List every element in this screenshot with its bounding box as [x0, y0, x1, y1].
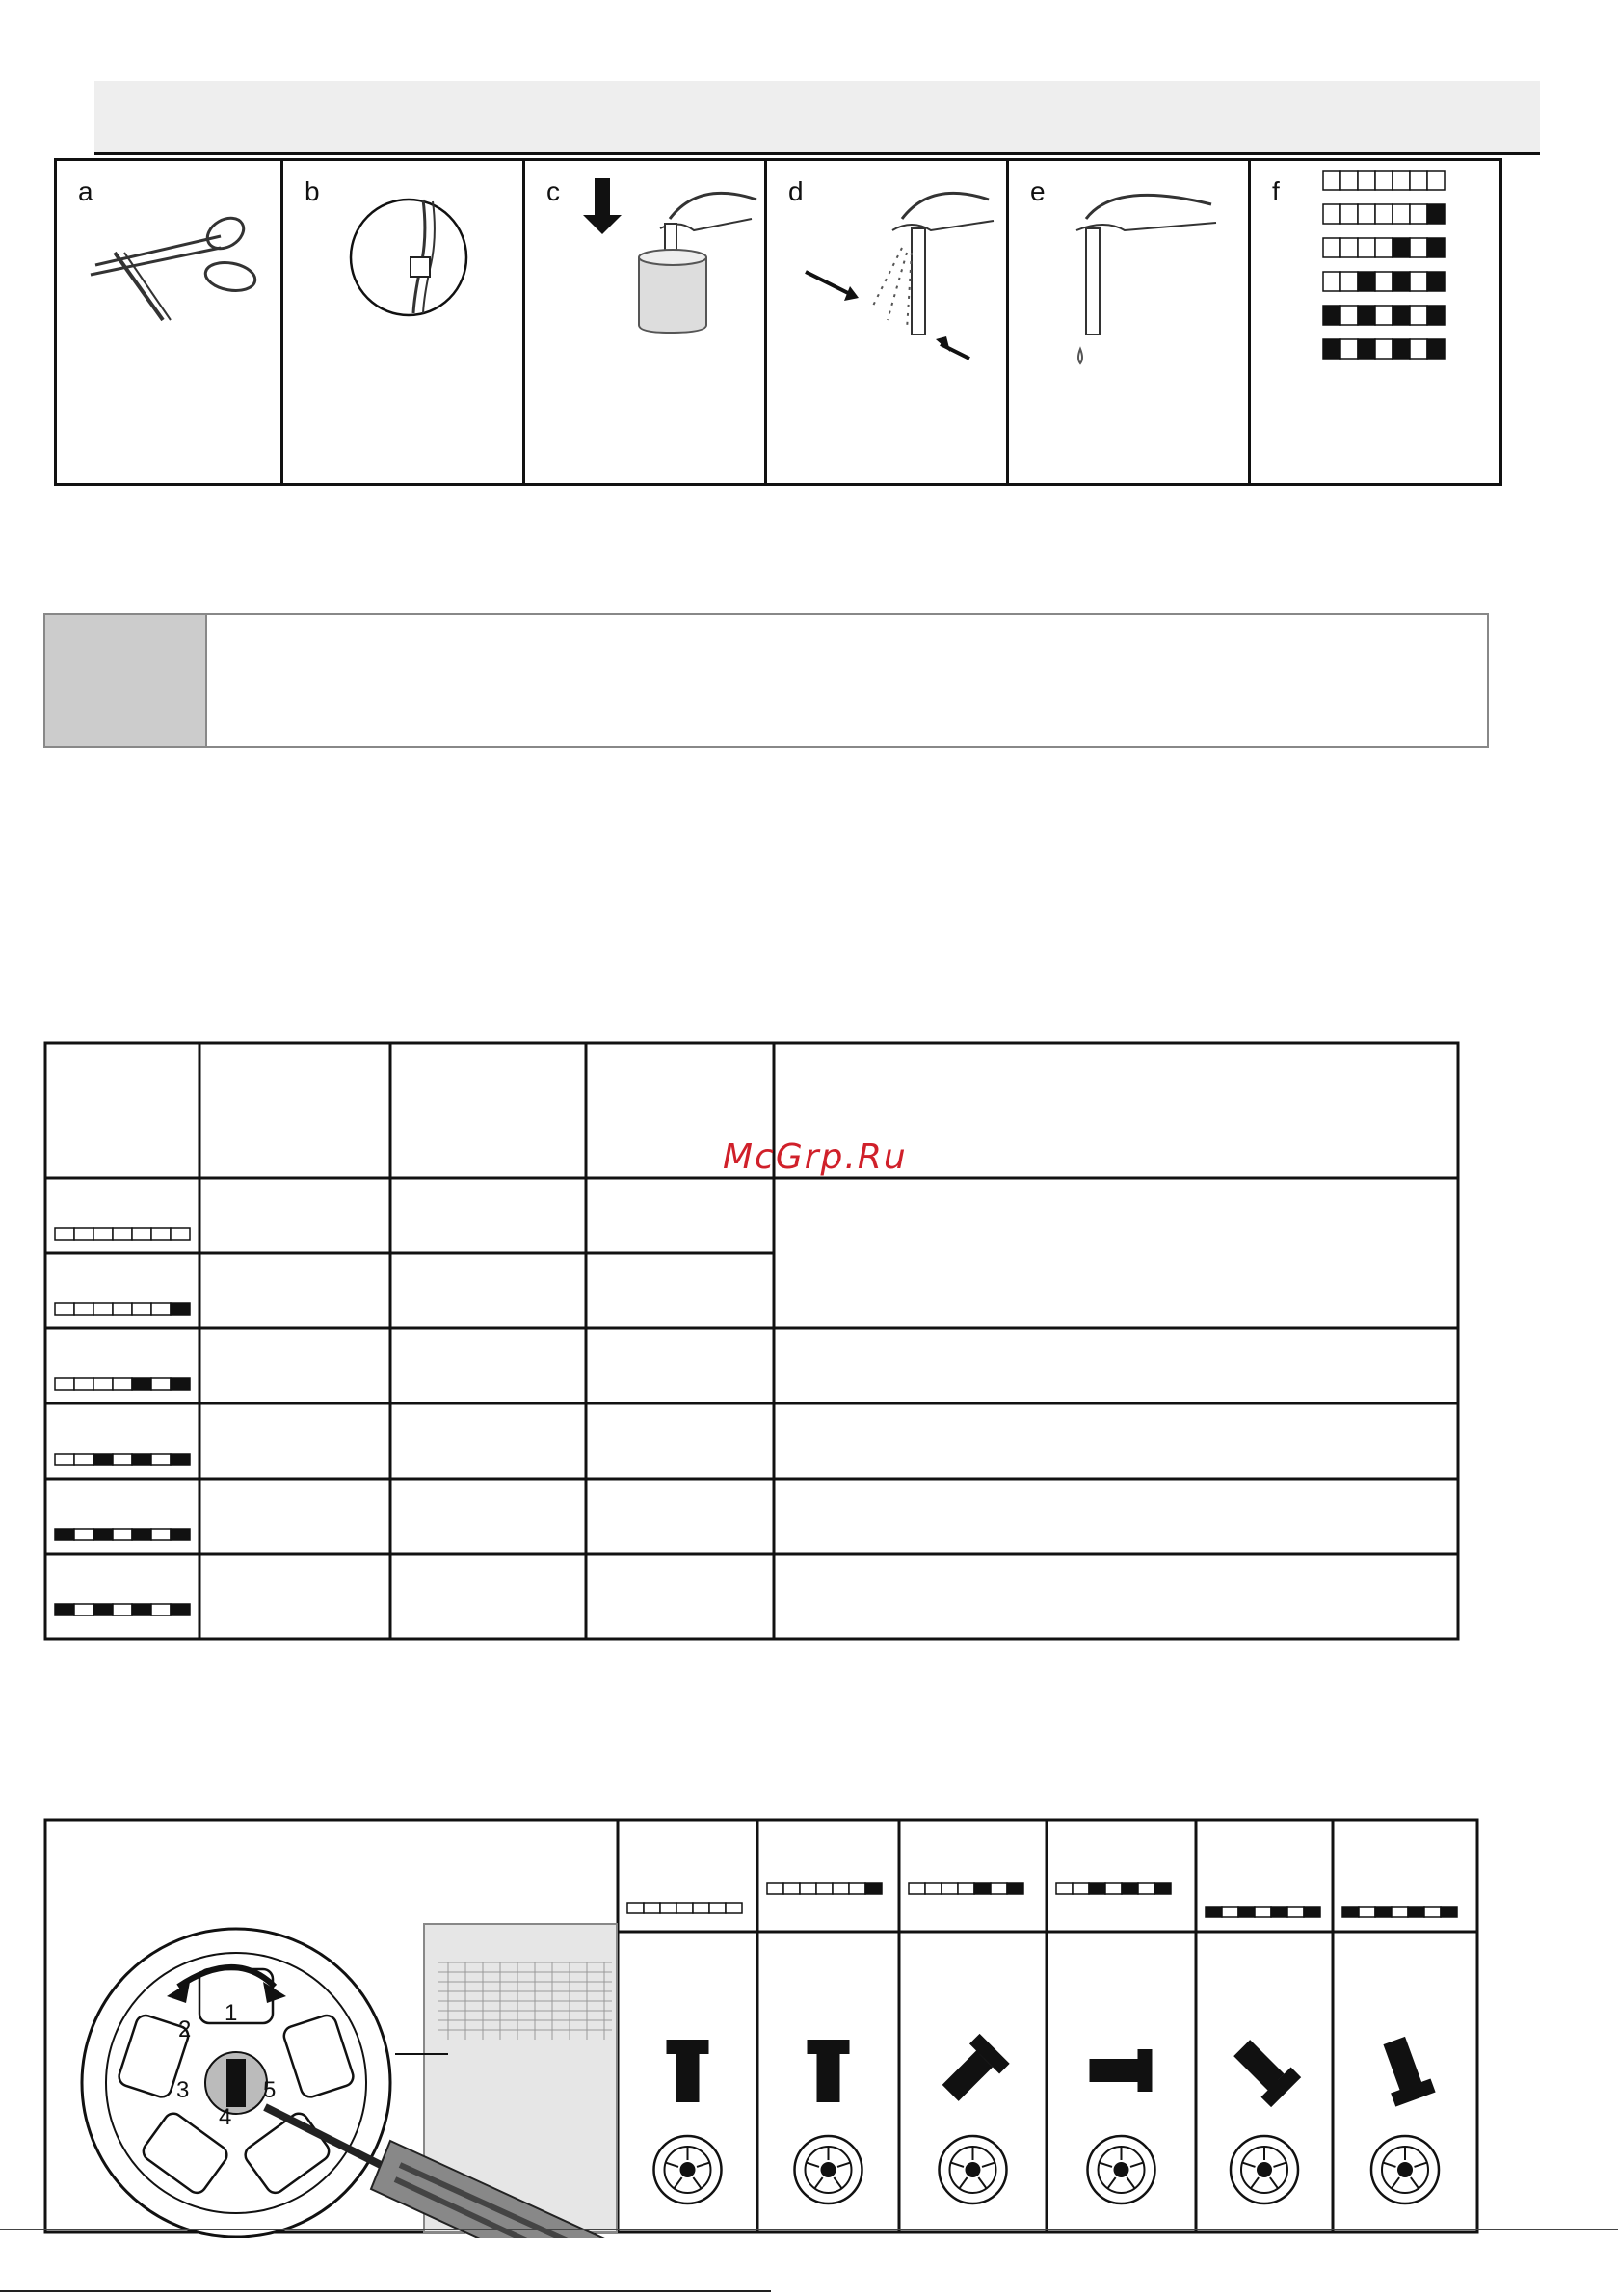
strip-in-circle-icon	[283, 161, 522, 483]
dial-col-strip-3	[1056, 1883, 1171, 1894]
hold-strip-icon	[1009, 161, 1248, 483]
strip-result-scale-icon	[1251, 161, 1499, 483]
panel-letter: a	[78, 176, 93, 206]
header-band	[94, 81, 1540, 152]
scale-strip-level-4	[1323, 306, 1445, 325]
panel-letter: c	[546, 176, 560, 206]
dishwasher-dial-illustration	[82, 1924, 622, 2238]
hardness-row-strip-0	[55, 1228, 190, 1240]
note-box-side	[45, 615, 207, 746]
dial-setting-icon-3	[1088, 2049, 1155, 2203]
dial-number-3: 3	[176, 2077, 190, 2103]
dial-col-strip-2	[909, 1883, 1023, 1894]
dial-settings-table	[43, 1818, 1479, 2238]
dial-number-1: 1	[225, 2000, 238, 2026]
scale-strip-level-3	[1323, 272, 1445, 291]
panel-d	[764, 158, 1009, 486]
shake-off-strip-icon	[767, 161, 1006, 483]
scissors-cutting-strip-icon	[57, 161, 280, 483]
scale-strip-level-1	[1323, 204, 1445, 224]
hardness-row-strip-1	[55, 1303, 190, 1315]
panel-letter: b	[305, 176, 320, 206]
hardness-table	[43, 1041, 1462, 1643]
dial-col-strip-5	[1342, 1907, 1457, 1917]
dial-number-2: 2	[178, 2016, 192, 2042]
panel-letter: d	[788, 176, 804, 206]
panel-letter: e	[1030, 176, 1046, 206]
dial-setting-icon-1	[795, 2040, 862, 2203]
dial-setting-icon-0	[654, 2040, 722, 2203]
panel-e	[1006, 158, 1251, 486]
dial-col-strip-4	[1206, 1907, 1320, 1917]
hardness-row-strip-5	[55, 1604, 190, 1615]
watermark: McGrp.Ru	[723, 1137, 908, 1177]
scale-strip-level-5	[1323, 339, 1445, 359]
panel-f	[1248, 158, 1502, 486]
hardness-row-strip-3	[55, 1454, 190, 1465]
dial-number-4: 4	[219, 2104, 232, 2130]
footer-rule	[0, 2290, 771, 2292]
dial-setting-icon-4	[1227, 2033, 1301, 2203]
panel-a	[54, 158, 283, 486]
scale-strip-level-0	[1323, 171, 1445, 190]
hardness-row-strip-4	[55, 1529, 190, 1540]
bottom-rule	[0, 2229, 1618, 2230]
dial-col-strip-1	[767, 1883, 882, 1894]
dial-number-5: 5	[263, 2077, 277, 2103]
header-rule	[94, 152, 1540, 155]
panel-c	[522, 158, 767, 486]
dial-col-strip-0	[627, 1903, 742, 1913]
dial-setting-icon-2	[936, 2034, 1010, 2203]
panel-letter: f	[1272, 176, 1280, 206]
dip-strip-in-water-icon	[525, 161, 764, 483]
note-box	[43, 613, 1489, 748]
dial-setting-icon-5	[1371, 2033, 1439, 2203]
scale-strip-level-2	[1323, 238, 1445, 257]
hardness-row-strip-2	[55, 1378, 190, 1390]
panel-b	[280, 158, 525, 486]
